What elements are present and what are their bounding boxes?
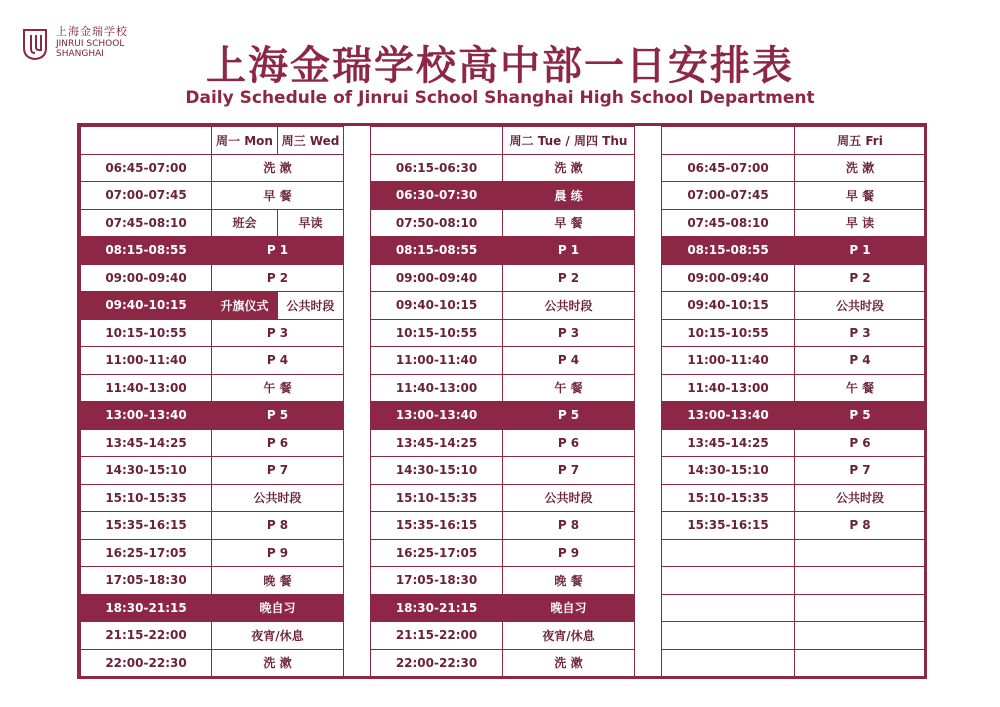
activity-cell: P 5 (795, 402, 926, 430)
schedule-row (81, 622, 344, 650)
header-row (371, 127, 635, 155)
activity-cell: 晚 餐 (212, 567, 344, 595)
schedule-row (662, 594, 926, 622)
time-slot-cell: 06:45-07:00 (81, 154, 212, 182)
schedule-row (371, 649, 635, 677)
activity-cell: 晚自习 (212, 594, 344, 622)
schedule-row (662, 237, 926, 265)
schedule-row (371, 402, 635, 430)
time-slot-cell: 09:00-09:40 (662, 264, 795, 292)
schedule-table-fri (661, 126, 926, 677)
activity-cell: 夜宵/休息 (503, 622, 635, 650)
time-slot-cell: 06:45-07:00 (662, 154, 795, 182)
time-slot-cell: 07:00-07:45 (81, 182, 212, 210)
schedule-row (371, 237, 635, 265)
time-slot-cell: 14:30-15:10 (81, 457, 212, 485)
schedule-row (662, 567, 926, 595)
schedule-row (81, 374, 344, 402)
time-slot-cell: 11:00-11:40 (81, 347, 212, 375)
schedule-row (81, 237, 344, 265)
time-slot-cell: 21:15-22:00 (371, 622, 503, 650)
schedule-row (81, 209, 344, 237)
time-slot-cell: 15:35-16:15 (371, 512, 503, 540)
schedule-row (371, 539, 635, 567)
activity-cell: 早 读 (795, 209, 926, 237)
activity-cell: 晚自习 (503, 594, 635, 622)
schedule-row (662, 319, 926, 347)
time-slot-cell: 14:30-15:10 (662, 457, 795, 485)
time-slot-cell: 22:00-22:30 (371, 649, 503, 677)
schedule-row (662, 484, 926, 512)
schedule-row (662, 264, 926, 292)
schedule-row (81, 347, 344, 375)
schedule-row (81, 649, 344, 677)
activity-cell: 早 餐 (503, 209, 635, 237)
activity-cell: 公共时段 (212, 484, 344, 512)
activity-cell: P 3 (212, 319, 344, 347)
time-slot-cell: 15:35-16:15 (662, 512, 795, 540)
activity-cell: 午 餐 (795, 374, 926, 402)
schedule-row (81, 154, 344, 182)
activity-cell: 洗 漱 (503, 154, 635, 182)
activity-cell: P 4 (795, 347, 926, 375)
header-corner-cell (371, 127, 503, 155)
schedule-row (662, 622, 926, 650)
header-row (81, 127, 344, 155)
activity-cell: P 8 (795, 512, 926, 540)
time-slot-cell (662, 622, 795, 650)
time-slot-cell: 09:40-10:15 (81, 292, 212, 320)
activity-cell: P 3 (795, 319, 926, 347)
activity-cell: 升旗仪式 (212, 292, 278, 320)
time-slot-cell (662, 567, 795, 595)
time-slot-cell: 13:00-13:40 (662, 402, 795, 430)
time-slot-cell: 07:50-08:10 (371, 209, 503, 237)
time-slot-cell: 07:00-07:45 (662, 182, 795, 210)
activity-cell: P 7 (795, 457, 926, 485)
activity-cell: 公共时段 (795, 292, 926, 320)
activity-cell: P 3 (503, 319, 635, 347)
time-slot-cell: 13:45-14:25 (371, 429, 503, 457)
activity-cell: P 7 (212, 457, 344, 485)
day-header-cell: 周三 Wed (278, 127, 344, 155)
time-slot-cell: 15:10-15:35 (662, 484, 795, 512)
activity-cell: P 4 (503, 347, 635, 375)
time-slot-cell: 11:00-11:40 (662, 347, 795, 375)
schedule-row (662, 374, 926, 402)
schedule-row (371, 484, 635, 512)
activity-cell: P 2 (503, 264, 635, 292)
activity-cell: 洗 漱 (212, 649, 344, 677)
activity-cell: 洗 漱 (212, 154, 344, 182)
activity-cell: 洗 漱 (795, 154, 926, 182)
schedule-row (371, 374, 635, 402)
time-slot-cell: 15:10-15:35 (81, 484, 212, 512)
activity-cell: P 1 (795, 237, 926, 265)
time-slot-cell: 15:10-15:35 (371, 484, 503, 512)
activity-cell: P 7 (503, 457, 635, 485)
schedule-row (81, 292, 344, 320)
schedule-row (81, 402, 344, 430)
time-slot-cell: 11:40-13:00 (662, 374, 795, 402)
schedule-row (81, 319, 344, 347)
activity-cell: 公共时段 (795, 484, 926, 512)
schedule-row (662, 347, 926, 375)
schedule-row (371, 567, 635, 595)
schedule-row (81, 182, 344, 210)
time-slot-cell: 08:15-08:55 (662, 237, 795, 265)
schedule-table-tue-thu (370, 126, 635, 677)
header-corner-cell (81, 127, 212, 155)
time-slot-cell: 10:15-10:55 (81, 319, 212, 347)
activity-cell: 早 餐 (795, 182, 926, 210)
time-slot-cell: 16:25-17:05 (81, 539, 212, 567)
activity-cell: P 1 (503, 237, 635, 265)
schedule-row (81, 567, 344, 595)
time-slot-cell: 15:35-16:15 (81, 512, 212, 540)
activity-cell: 公共时段 (503, 292, 635, 320)
activity-cell: P 2 (212, 264, 344, 292)
time-slot-cell: 13:00-13:40 (81, 402, 212, 430)
time-slot-cell: 17:05-18:30 (371, 567, 503, 595)
time-slot-cell: 16:25-17:05 (371, 539, 503, 567)
time-slot-cell: 13:45-14:25 (662, 429, 795, 457)
activity-cell-secondary: 公共时段 (278, 292, 344, 320)
activity-cell: P 8 (212, 512, 344, 540)
time-slot-cell: 18:30-21:15 (81, 594, 212, 622)
activity-cell (795, 622, 926, 650)
time-slot-cell: 07:45-08:10 (81, 209, 212, 237)
schedule-row (371, 512, 635, 540)
schedule-table-mon-wed (80, 126, 344, 677)
activity-cell: P 5 (503, 402, 635, 430)
schedule-row (371, 347, 635, 375)
activity-cell: P 6 (795, 429, 926, 457)
activity-cell (795, 539, 926, 567)
activity-cell: P 6 (503, 429, 635, 457)
schedule-row (371, 622, 635, 650)
time-slot-cell: 09:40-10:15 (662, 292, 795, 320)
time-slot-cell: 22:00-22:30 (81, 649, 212, 677)
schedule-row (662, 182, 926, 210)
activity-cell: P 2 (795, 264, 926, 292)
header-corner-cell (662, 127, 795, 155)
activity-cell (795, 567, 926, 595)
activity-cell (795, 649, 926, 677)
activity-cell: 班会 (212, 209, 278, 237)
time-slot-cell: 08:15-08:55 (371, 237, 503, 265)
activity-cell: P 4 (212, 347, 344, 375)
schedule-row (81, 539, 344, 567)
schedule-row (662, 649, 926, 677)
activity-cell: P 6 (212, 429, 344, 457)
schedule-row (662, 154, 926, 182)
activity-cell: 晨 练 (503, 182, 635, 210)
schedule-row (81, 512, 344, 540)
activity-cell: 午 餐 (212, 374, 344, 402)
schedule-row (371, 429, 635, 457)
time-slot-cell: 09:00-09:40 (81, 264, 212, 292)
time-slot-cell (662, 594, 795, 622)
time-slot-cell: 09:00-09:40 (371, 264, 503, 292)
time-slot-cell (662, 539, 795, 567)
time-slot-cell: 07:45-08:10 (662, 209, 795, 237)
schedule-row (371, 457, 635, 485)
activity-cell: 公共时段 (503, 484, 635, 512)
logo-chinese-name: 上海金瑞学校 (56, 25, 128, 38)
schedule-row (371, 154, 635, 182)
schedule-row (81, 264, 344, 292)
time-slot-cell: 18:30-21:15 (371, 594, 503, 622)
activity-cell (795, 594, 926, 622)
page-subtitle: Daily Schedule of Jinrui School Shanghai High School Department (185, 88, 815, 108)
schedule-row (662, 429, 926, 457)
time-slot-cell (662, 649, 795, 677)
time-slot-cell: 11:40-13:00 (371, 374, 503, 402)
header-row (662, 127, 926, 155)
time-slot-cell: 09:40-10:15 (371, 292, 503, 320)
schedule-row (371, 182, 635, 210)
activity-cell-secondary: 早读 (278, 209, 344, 237)
time-slot-cell: 13:45-14:25 (81, 429, 212, 457)
time-slot-cell: 21:15-22:00 (81, 622, 212, 650)
time-slot-cell: 13:00-13:40 (371, 402, 503, 430)
schedule-row (371, 319, 635, 347)
logo-english-name: JINRUI SCHOOL (56, 39, 125, 50)
schedule-row (662, 512, 926, 540)
schedule-row (662, 209, 926, 237)
logo-english-city: SHANGHAI (56, 48, 104, 59)
time-slot-cell: 17:05-18:30 (81, 567, 212, 595)
time-slot-cell: 10:15-10:55 (371, 319, 503, 347)
time-slot-cell: 08:15-08:55 (81, 237, 212, 265)
schedule-row (662, 292, 926, 320)
schedule-row (662, 539, 926, 567)
time-slot-cell: 11:40-13:00 (81, 374, 212, 402)
activity-cell: P 5 (212, 402, 344, 430)
schedule-row (662, 402, 926, 430)
schedule-row (81, 457, 344, 485)
schedule-row (371, 292, 635, 320)
time-slot-cell: 10:15-10:55 (662, 319, 795, 347)
activity-cell: P 9 (503, 539, 635, 567)
activity-cell: 洗 漱 (503, 649, 635, 677)
schedule-row (662, 457, 926, 485)
time-slot-cell: 11:00-11:40 (371, 347, 503, 375)
schedule-row (81, 594, 344, 622)
day-header-cell: 周五 Fri (795, 127, 926, 155)
activity-cell: P 1 (212, 237, 344, 265)
time-slot-cell: 14:30-15:10 (371, 457, 503, 485)
schedule-row (81, 429, 344, 457)
activity-cell: 晚 餐 (503, 567, 635, 595)
activity-cell: P 8 (503, 512, 635, 540)
schedule-row (81, 484, 344, 512)
activity-cell: 午 餐 (503, 374, 635, 402)
day-header-cell: 周二 Tue / 周四 Thu (503, 127, 635, 155)
activity-cell: P 9 (212, 539, 344, 567)
schedule-row (371, 594, 635, 622)
activity-cell: 夜宵/休息 (212, 622, 344, 650)
time-slot-cell: 06:15-06:30 (371, 154, 503, 182)
activity-cell: 早 餐 (212, 182, 344, 210)
day-header-cell: 周一 Mon (212, 127, 278, 155)
time-slot-cell: 06:30-07:30 (371, 182, 503, 210)
schedule-row (371, 264, 635, 292)
page-title: 上海金瑞学校高中部一日安排表 (206, 43, 794, 89)
schedule-row (371, 209, 635, 237)
